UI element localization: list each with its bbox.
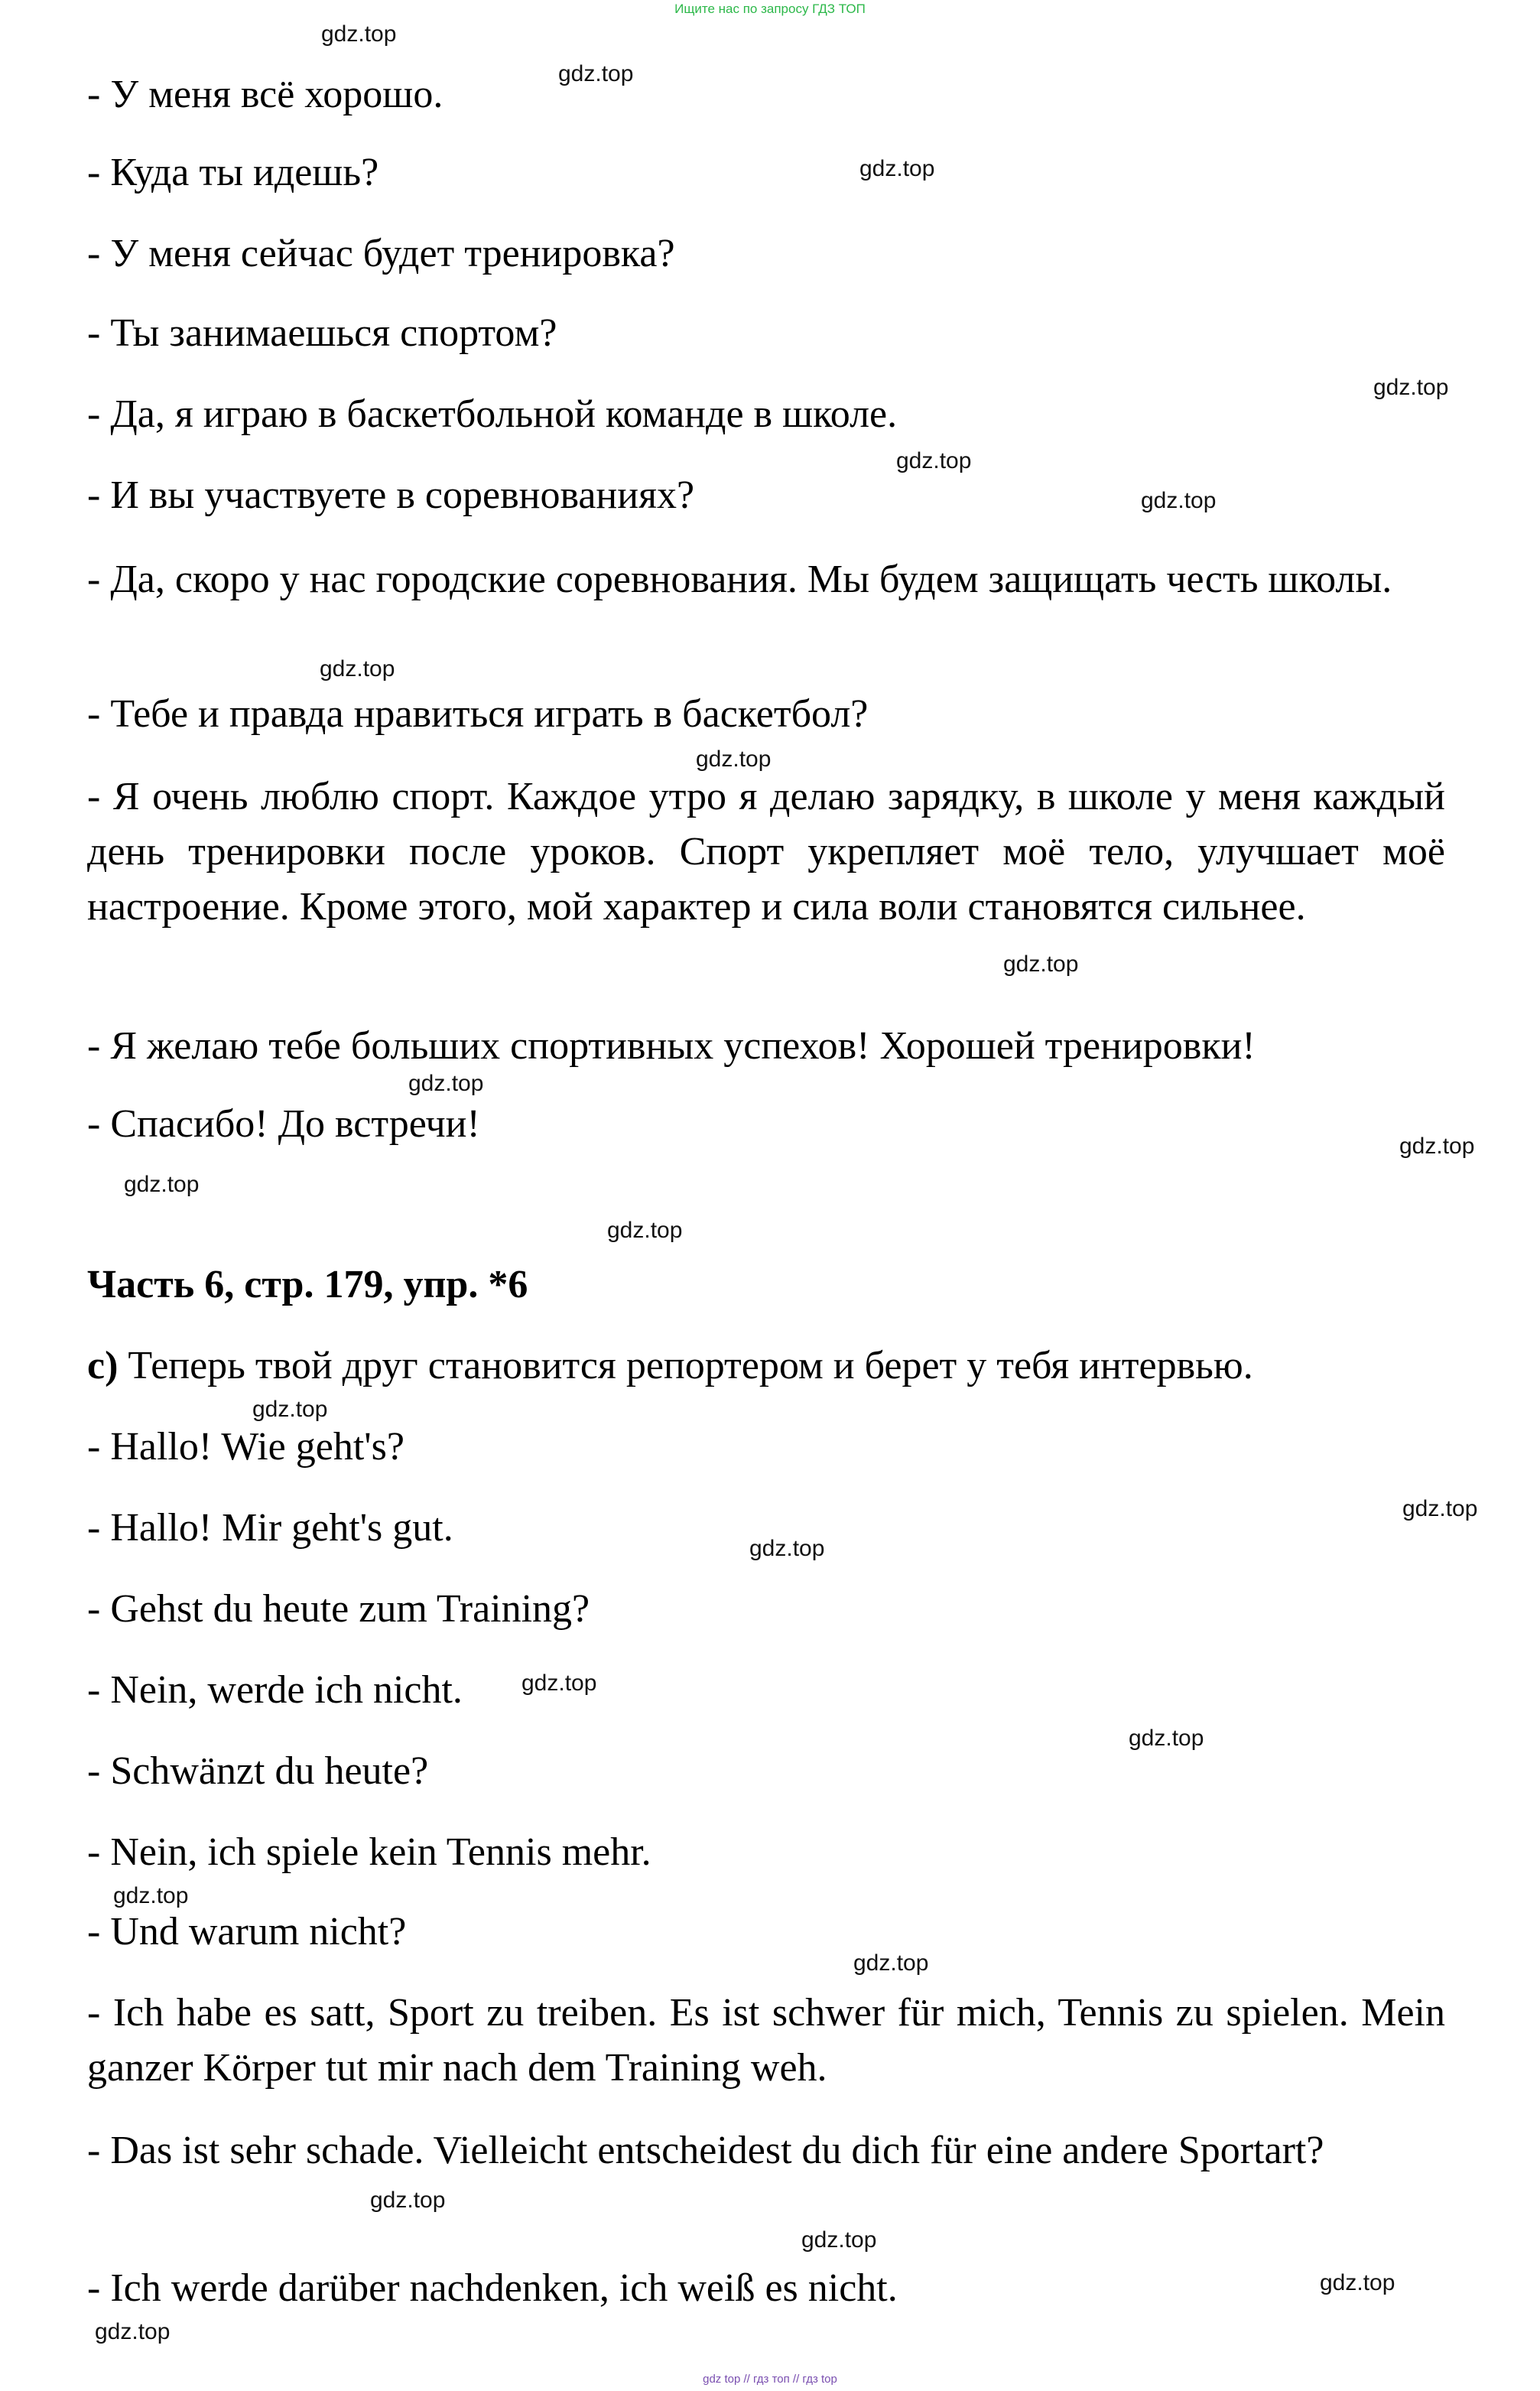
section-heading: Часть 6, стр. 179, упр. *6 xyxy=(87,1263,528,1306)
watermark: gdz.top xyxy=(853,1950,929,1976)
dialogue-paragraph: - Я очень люблю спорт. Каждое утро я делаю зарядку, в школе у меня каждый день тренировки после уроков. Спорт укрепляет моё тело, улучшает моё настроение. Кроме этого, мой характер и сила воли становятся сильнее. xyxy=(87,775,1445,929)
dialogue-line: - Nein, werde ich nicht. xyxy=(87,1668,463,1712)
watermark: gdz.top xyxy=(320,656,395,682)
dialogue-line: - Hallo! Mir geht's gut. xyxy=(87,1506,453,1550)
dialogue-line: - Schwänzt du heute? xyxy=(87,1749,429,1793)
watermark: gdz.top xyxy=(896,448,972,473)
watermark: gdz.top xyxy=(113,1883,189,1908)
watermark: gdz.top xyxy=(859,156,935,181)
watermark: gdz.top xyxy=(1129,1726,1204,1751)
watermark: gdz.top xyxy=(124,1172,200,1197)
dialogue-line: - Спасибо! До встречи! xyxy=(87,1102,480,1146)
header-note: Ищите нас по запросу ГДЗ ТОП xyxy=(674,2,866,16)
dialogue-paragraph: - Das ist sehr schade. Vielleicht entscheidest du dich für eine andere Sportart? xyxy=(87,2129,1324,2172)
dialogue-paragraph: - Ich habe es satt, Sport zu treiben. Es ist schwer für mich, Tennis zu spielen. Mein ganzer Körper tut mir nach dem Training weh. xyxy=(87,1991,1445,2090)
watermark: gdz.top xyxy=(521,1670,597,1696)
footer-note: gdz top // гдз топ // гдз top xyxy=(703,2373,837,2386)
watermark: gdz.top xyxy=(696,747,772,772)
dialogue-line: - У меня всё хорошо. xyxy=(87,73,443,116)
dialogue-line: - У меня сейчас будет тренировка? xyxy=(87,232,675,275)
watermark: gdz.top xyxy=(607,1218,683,1243)
dialogue-line: - Куда ты идешь? xyxy=(87,151,379,194)
watermark: gdz.top xyxy=(1141,488,1217,513)
watermark: gdz.top xyxy=(1402,1496,1478,1521)
watermark: gdz.top xyxy=(321,21,397,47)
dialogue-line: - Gehst du heute zum Training? xyxy=(87,1587,590,1631)
dialogue-line: - Ты занимаешься спортом? xyxy=(87,311,557,355)
task-label: c) xyxy=(87,1344,119,1387)
dialogue-paragraph: - Да, скоро у нас городские соревнования. Мы будем защищать честь школы. xyxy=(87,558,1392,601)
watermark: gdz.top xyxy=(558,61,634,86)
watermark: gdz.top xyxy=(370,2188,446,2213)
watermark: gdz.top xyxy=(1399,1134,1475,1159)
dialogue-line: - Nein, ich spiele kein Tennis mehr. xyxy=(87,1830,651,1874)
dialogue-line: - Я желаю тебе больших спортивных успехов! Хорошей тренировки! xyxy=(87,1024,1256,1068)
task-text: Теперь твой друг становится репортером и берет у тебя интервью. xyxy=(118,1344,1253,1387)
dialogue-line: - Hallo! Wie geht's? xyxy=(87,1425,404,1469)
task-instruction xyxy=(87,1339,1445,1394)
watermark: gdz.top xyxy=(749,1536,825,1561)
watermark: gdz.top xyxy=(1320,2270,1395,2295)
dialogue-line: - Тебе и правда нравиться играть в баскетбол? xyxy=(87,692,869,736)
dialogue-line: - Und warum nicht? xyxy=(87,1910,407,1953)
watermark: gdz.top xyxy=(801,2227,877,2253)
dialogue-line: - И вы участвуете в соревнованиях? xyxy=(87,473,695,517)
watermark: gdz.top xyxy=(408,1071,484,1096)
watermark: gdz.top xyxy=(95,2319,171,2344)
dialogue-line: - Ich werde darüber nachdenken, ich weiß es nicht. xyxy=(87,2266,898,2310)
dialogue-line: - Да, я играю в баскетбольной команде в школе. xyxy=(87,392,898,436)
watermark: gdz.top xyxy=(1003,952,1079,977)
watermark: gdz.top xyxy=(1373,375,1449,400)
watermark: gdz.top xyxy=(252,1397,328,1422)
